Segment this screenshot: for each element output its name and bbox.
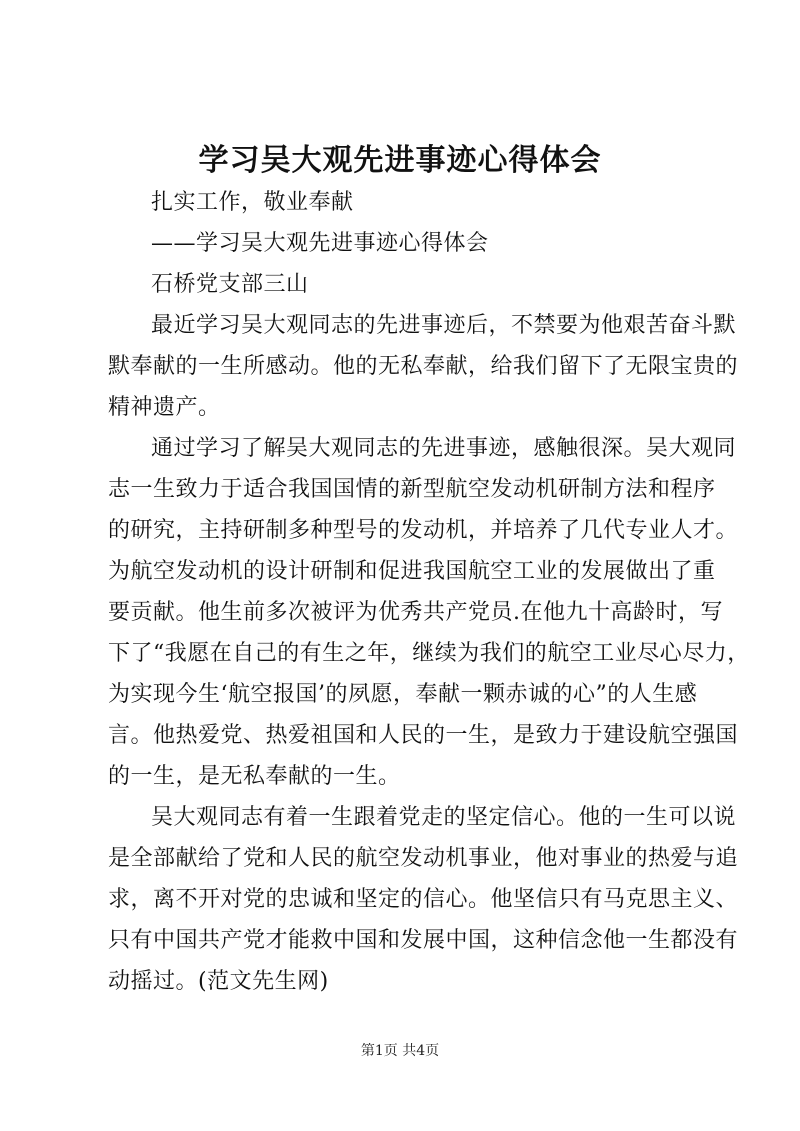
body-line-16: 只有中国共产党才能救中国和发展中国，这种信念他一生都没有 xyxy=(108,928,739,953)
body-line-5: 志一生致力于适合我国国情的新型航空发动机研制方法和程序 xyxy=(108,477,716,502)
body-line-8: 要贡献。他生前多次被评为优秀共产党员.在他九十高龄时，写 xyxy=(108,600,723,625)
body-line-11: 言。他热爱党、热爱祖国和人民的一生，是致力于建设航空强国 xyxy=(108,723,739,748)
subtitle-line-1: 扎实工作，敬业奉献 xyxy=(151,190,354,215)
body-line-3: 精神遗产。 xyxy=(108,395,221,420)
body-line-10: 为实现今生‘航空报国’的夙愿，奉献一颗赤诚的心”的人生感 xyxy=(108,682,698,707)
body-line-7: 为航空发动机的设计研制和促进我国航空工业的发展做出了重 xyxy=(108,559,716,584)
subtitle-line-2: ——学习吴大观先进事迹心得体会 xyxy=(151,231,489,256)
document-title: 学习吴大观先进事迹心得体会 xyxy=(198,143,602,178)
body-line-4: 通过学习了解吴大观同志的先进事迹，感触很深。吴大观同 xyxy=(151,436,737,461)
body-line-6: 的研究，主持研制多种型号的发动机，并培养了几代专业人才。 xyxy=(108,518,739,543)
body-line-1: 最近学习吴大观同志的先进事迹后，不禁要为他艰苦奋斗默 xyxy=(151,313,737,338)
page-footer: 第1页 共4页 xyxy=(360,1043,440,1059)
body-line-14: 是全部献给了党和人民的航空发动机事业，他对事业的热爱与追 xyxy=(108,846,739,871)
body-line-9: 下了“我愿在自己的有生之年，继续为我们的航空工业尽心尽力， xyxy=(108,641,750,666)
body-line-2: 默奉献的一生所感动。他的无私奉献，给我们留下了无限宝贵的 xyxy=(108,354,739,379)
body-line-17: 动摇过。(范文先生网) xyxy=(108,969,329,994)
author-line: 石桥党支部三山 xyxy=(151,272,309,297)
body-line-12: 的一生，是无私奉献的一生。 xyxy=(108,764,401,789)
body-line-15: 求，离不开对党的忠诚和坚定的信心。他坚信只有马克思主义、 xyxy=(108,887,739,912)
body-line-13: 吴大观同志有着一生跟着党走的坚定信心。他的一生可以说 xyxy=(151,805,737,830)
